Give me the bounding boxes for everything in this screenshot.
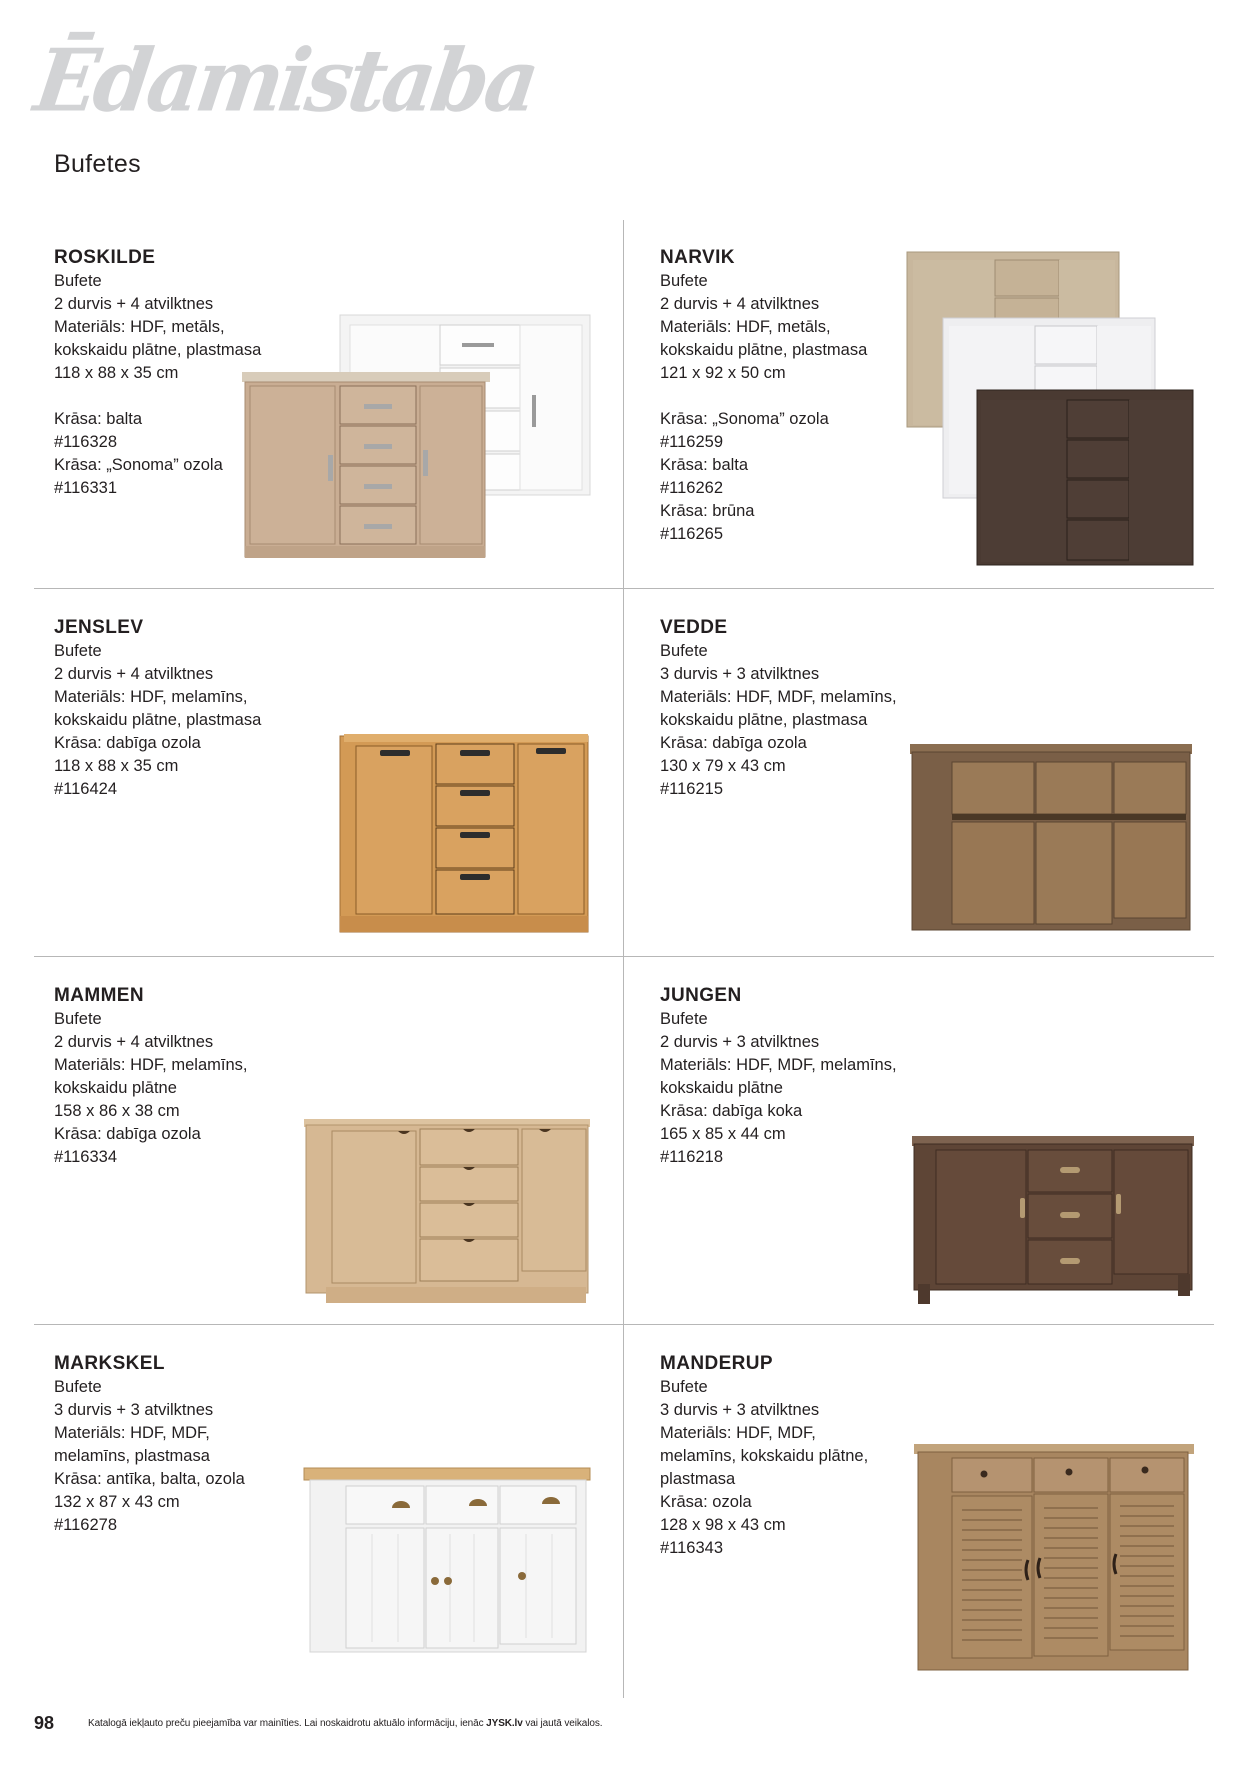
sideboard-three-colors-icon	[905, 250, 1205, 570]
product-dimensions: 121 x 92 x 50 cm	[660, 364, 786, 382]
section-script-title	[28, 30, 542, 132]
product-name: MARKSKEL	[54, 1353, 165, 1374]
product-material: Materiāls: HDF, MDF, melamīns,	[660, 1056, 897, 1074]
product-config: 3 durvis + 3 atvilktnes	[54, 1401, 214, 1419]
product-sku: #116262	[660, 479, 724, 497]
footer-disclaimer-text: Katalogā iekļauto preču pieejamība var mainīties. Lai noskaidrotu aktuālo informāciju, ienāc	[88, 1718, 487, 1729]
product-type: Bufete	[660, 1378, 708, 1396]
sideboard-golden-oak-icon	[338, 732, 593, 937]
product-config: 3 durvis + 3 atvilktnes	[660, 1401, 820, 1419]
product-name: MANDERUP	[660, 1353, 773, 1374]
product-name: VEDDE	[660, 617, 728, 638]
product-info	[54, 1352, 245, 1537]
product-sku: #116259	[660, 433, 724, 451]
product-name: ROSKILDE	[54, 247, 156, 268]
product-info	[660, 1352, 868, 1560]
product-color: Krāsa: balta	[54, 410, 143, 428]
product-sku: #116218	[660, 1148, 724, 1166]
product-config: 2 durvis + 4 atvilktnes	[54, 1033, 214, 1051]
product-material: kokskaidu plātne, plastmasa	[660, 711, 868, 729]
product-color: Krāsa: dabīga ozola	[54, 734, 201, 752]
product-type: Bufete	[660, 642, 708, 660]
product-material: Materiāls: HDF, metāls,	[54, 318, 225, 336]
product-type: Bufete	[54, 642, 102, 660]
jysk-link[interactable]: JYSK.lv	[486, 1718, 523, 1729]
product-config: 2 durvis + 4 atvilktnes	[54, 665, 214, 683]
product-material: Materiāls: HDF, MDF,	[660, 1424, 816, 1442]
product-color: Krāsa: brūna	[660, 502, 755, 520]
product-sku: #116265	[660, 525, 724, 543]
product-sku: #116328	[54, 433, 118, 451]
product-material: Materiāls: HDF, melamīns,	[54, 1056, 248, 1074]
product-material: kokskaidu plātne	[660, 1079, 783, 1097]
product-sku: #116334	[54, 1148, 118, 1166]
product-name: JENSLEV	[54, 617, 144, 638]
page-number: 98	[34, 1713, 55, 1733]
sideboard-rustic-brown-icon	[910, 1134, 1195, 1306]
product-color: Krāsa: antīka, balta, ozola	[54, 1470, 245, 1488]
product-color: Krāsa: dabīga koka	[660, 1102, 803, 1120]
product-sku: #116424	[54, 780, 118, 798]
sideboard-louvered-oak-icon	[912, 1442, 1196, 1672]
product-dimensions: 158 x 86 x 38 cm	[54, 1102, 180, 1120]
script-title-text: Ēdamistaba	[28, 30, 542, 132]
product-config: 3 durvis + 3 atvilktnes	[660, 665, 820, 683]
product-material: plastmasa	[660, 1470, 736, 1488]
product-info	[54, 616, 261, 801]
product-config: 2 durvis + 4 atvilktnes	[54, 295, 214, 313]
product-material: Materiāls: HDF, melamīns,	[54, 688, 248, 706]
product-type: Bufete	[54, 272, 102, 290]
product-dimensions: 118 x 88 x 35 cm	[54, 757, 179, 775]
product-material: Materiāls: HDF, MDF,	[54, 1424, 210, 1442]
page-subtitle: Bufetes	[54, 150, 141, 178]
product-type: Bufete	[660, 272, 708, 290]
product-type: Bufete	[54, 1010, 102, 1028]
product-material: kokskaidu plātne	[54, 1079, 177, 1097]
product-type: Bufete	[660, 1010, 708, 1028]
product-material: kokskaidu plātne, plastmasa	[54, 341, 262, 359]
footer-disclaimer	[88, 1718, 602, 1729]
product-dimensions: 165 x 85 x 44 cm	[660, 1125, 786, 1143]
product-info	[54, 984, 247, 1169]
product-name: NARVIK	[660, 247, 735, 268]
product-config: 2 durvis + 3 atvilktnes	[660, 1033, 820, 1051]
product-color: Krāsa: dabīga ozola	[660, 734, 807, 752]
product-material: melamīns, kokskaidu plātne,	[660, 1447, 869, 1465]
product-dimensions: 118 x 88 x 35 cm	[54, 364, 179, 382]
sideboard-light-oak-icon	[302, 1115, 592, 1305]
product-color: Krāsa: ozola	[660, 1493, 752, 1511]
product-material: kokskaidu plātne, plastmasa	[660, 341, 868, 359]
product-color: Krāsa: „Sonoma” ozola	[54, 456, 223, 474]
product-dimensions: 128 x 98 x 43 cm	[660, 1516, 786, 1534]
product-material: Materiāls: HDF, metāls,	[660, 318, 831, 336]
footer-disclaimer-text: vai jautā veikalos.	[522, 1718, 603, 1729]
product-info	[660, 246, 867, 546]
sideboard-oak-white-pair-icon	[230, 310, 600, 570]
product-type: Bufete	[54, 1378, 102, 1396]
product-material: melamīns, plastmasa	[54, 1447, 210, 1465]
product-color: Krāsa: balta	[660, 456, 749, 474]
sideboard-white-oak-top-icon	[302, 1466, 592, 1656]
product-config: 2 durvis + 4 atvilktnes	[660, 295, 820, 313]
product-color: Krāsa: „Sonoma” ozola	[660, 410, 829, 428]
product-name: MAMMEN	[54, 985, 144, 1006]
product-dimensions: 132 x 87 x 43 cm	[54, 1493, 180, 1511]
product-name: JUNGEN	[660, 985, 742, 1006]
product-material: Materiāls: HDF, MDF, melamīns,	[660, 688, 897, 706]
sideboard-dark-oak-icon	[908, 742, 1193, 934]
product-sku: #116343	[660, 1539, 724, 1557]
product-color: Krāsa: dabīga ozola	[54, 1125, 201, 1143]
product-sku: #116278	[54, 1516, 118, 1534]
product-material: kokskaidu plātne, plastmasa	[54, 711, 262, 729]
product-info	[660, 984, 897, 1169]
product-sku: #116215	[660, 780, 724, 798]
product-sku: #116331	[54, 479, 118, 497]
product-info	[660, 616, 897, 801]
product-dimensions: 130 x 79 x 43 cm	[660, 757, 786, 775]
